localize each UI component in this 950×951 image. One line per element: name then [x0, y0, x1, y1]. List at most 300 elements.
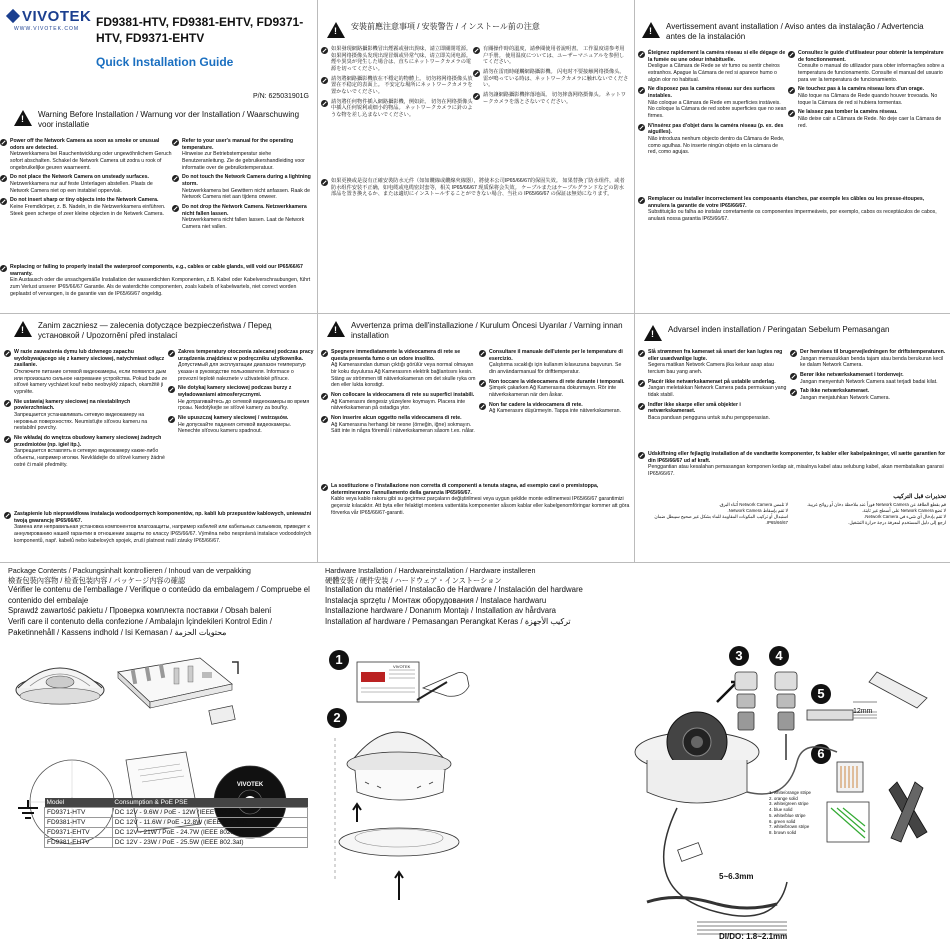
warning-bold-text: Ne touchez pas à la caméra réseau lors d'un orage.: [798, 86, 925, 93]
prohibit-icon: [4, 512, 11, 519]
warning-bold-text: Tab ikke netværkskameraet.: [800, 388, 870, 395]
warning-icon: [644, 325, 662, 341]
warning-text: [10, 174, 172, 194]
warning-item: [168, 385, 314, 412]
arabic-line: لا تقم بإدخال أي شيء في Network Camera.: [864, 513, 946, 519]
warranty-note: [638, 451, 946, 481]
prohibit-icon: [4, 400, 11, 407]
warranty-note: [4, 511, 314, 547]
power-icon: [14, 798, 42, 824]
warning-bold-text: Consultare il manuale dell'utente per le temperature di esercizio.: [489, 349, 623, 362]
warning-icon: [327, 22, 345, 38]
warning-item: [638, 50, 788, 83]
warning-bold-text: Power off the Network Camera as soon as smoke or unusual odors are detected.: [10, 138, 160, 151]
cable-diameter-label: 5~6.3mm: [719, 872, 754, 881]
warning-translation-text: 請勿在雷雨時碰觸網路攝影機。 闪电时不要接触网络摄像头。 雷が鳴っている時は、ネットワークカメラに触れないでください。: [483, 68, 629, 89]
warning-item: [479, 379, 629, 399]
arabic-warnings: [638, 493, 946, 526]
fr-warning-panel: [634, 0, 950, 313]
warning-translation-text: Jangan menjatuhkan Network Camera.: [800, 394, 890, 401]
warning-text: [331, 349, 477, 389]
prohibit-icon: [172, 175, 179, 182]
model-title: FD9381-HTV, FD9381-EHTV, FD9371-HTV, FD9371-EHTV: [96, 15, 304, 46]
warning-translation-text: Desligue a Câmara de Rede se vir fumo ou sentir cheiros estranhos. Apague la Cámara de red si aparece humo o algún olor no habitual.: [648, 63, 780, 83]
warning-text: [14, 399, 168, 432]
warning-bold-text: Spegnere immediatamente la videocamera di rete se questa presenta fumo o un odore insolito.: [331, 349, 461, 362]
table-header-consumption: Consumption & PoE PSE: [112, 798, 307, 808]
step-badge: 6: [811, 744, 831, 764]
warning-item: [321, 349, 477, 389]
warning-item: [4, 435, 168, 468]
waterproof-connector-illustration: [209, 706, 235, 725]
warning-icon: [642, 22, 660, 38]
prohibit-icon: [168, 386, 175, 393]
warning-item: [479, 402, 629, 415]
warning-translation-text: Hinweise zur Betriebstemperatur siehe Benutzeranleitung. Zie de gebruikershandleiding voor informatie over de gebruikstemperatuur.: [182, 151, 305, 171]
warning-item: [638, 379, 788, 399]
warning-text: [331, 46, 473, 73]
warning-item: [321, 392, 477, 412]
warning-item: [638, 196, 946, 223]
warning-item: [638, 402, 788, 422]
warning-text: [489, 349, 629, 376]
warning-bold-text: Nie dotykaj kamery sieciowej podczas burzy z wyładowaniami atmosferycznymi.: [178, 385, 292, 398]
arabic-line: لا تلمس Network Camera أثناء البرق.: [718, 502, 788, 507]
warning-text: [331, 99, 473, 119]
part-number: P/N: 625031901G: [252, 93, 309, 100]
warning-item: [0, 264, 312, 297]
prohibit-icon: [473, 47, 480, 54]
package-panel: [0, 562, 317, 951]
warning-bold-text: Ne disposez pas la caméra réseau sur des surfaces instables.: [648, 86, 775, 99]
cd-label: VIVOTEK: [236, 782, 264, 788]
warning-translation-text: Не допускайте падения сетевой видеокамеры. Nenechte síťovou kameru spadnout.: [178, 421, 292, 435]
warning-translation-text: Não coloque a Câmara de Rede em superfícies instáveis. No coloque la Cámara de red sobre superficies que no sean firmes.: [648, 99, 787, 119]
warning-item: [168, 349, 314, 382]
warning-item: [0, 138, 172, 171]
warning-text: [331, 178, 629, 198]
strip-length-label: 12mm: [853, 708, 873, 715]
table-row: FD9371-HTV DC 12V - 9.6W / PoE - 12W (IEEE 802.3af): [45, 808, 308, 818]
warning-text: [10, 138, 172, 171]
section-title-line: Package Contents / Packungsinhalt kontrollieren / Inhoud van de verpakking: [8, 566, 251, 575]
warning-translation-text: Ağ Kamerasını dengesiz yüzeylere koymayın. Placera inte nätverkskameran på ostadiga ytor.: [331, 398, 466, 412]
warning-translation-text: Şimşek çakarken Ağ Kamerasına dokunmayın. Rör inte nätverkskameran när den åskar.: [489, 385, 617, 398]
section-title-line: 硬體安裝 / 硬件安装 / ハードウェア・インストーション: [325, 575, 502, 585]
warning-bold-text: Non collocare la videocamera di rete su superfici instabili.: [331, 391, 475, 398]
warning-item: [4, 399, 168, 432]
table-row: FD9371-EHTV DC 12V - 21W / PoE - 24.7W (IEEE 802.3at): [45, 828, 308, 838]
prohibit-icon: [321, 47, 328, 54]
warning-translation-text: Ağ Kamerasından duman çıktığı görülür veya normal olmayan bir koku duyulursa Ağ Kamerasının elektrik bağlantısını kesin. Stäng av strömmen till nätverkskameran om det skulle ryka om den eller lukta konstigt.: [331, 362, 476, 389]
prohibit-icon: [479, 350, 486, 357]
warning-item: [4, 349, 168, 396]
warning-item: [788, 50, 946, 83]
warning-text: [10, 264, 312, 297]
warning-translation-text: 請勿將任何物件插入網路攝影機，例如針。 切勿在网络摄像头中插入任何锐利或细小的物品。 ネットワークカメラに針のような物を差し込まないでください。: [331, 98, 473, 118]
section-title-line: Installation du matériel / Instalacão de Hardware / Instalación del hardware: [325, 585, 583, 595]
warning-bold-text: Slå strømmen fra kameraet så snart der kan lugtes røg eller usædvanlige lugte.: [648, 349, 783, 362]
warning-item: [321, 483, 631, 516]
prohibit-icon: [788, 87, 795, 94]
prohibit-icon: [473, 70, 480, 77]
warning-list-right: [168, 349, 314, 438]
section-title-line: Installation af hardware / Pemasangan Perangkat Keras / تركيب الأجهزة: [325, 616, 571, 626]
warning-text: [798, 86, 946, 106]
warning-translation-text: Ein Austausch oder die unsachgemäße Installation der wasserdichten Komponenten, z.B. Kabel oder Kabelverschraubungen, führt zum Verlust unserer IP65/66/67 Garantie. Als de waterdichte componenten, zoals kabels of kabelwartels, niet correct worden geplaatst of vervangen, is de garantie van de IP65/66/67 ongeldig.: [10, 277, 311, 297]
prohibit-icon: [790, 373, 797, 380]
warning-title: Zanim zaczniesz — zalecenia dotyczące bezpieczeństwa / Перед установкой / Upozornění před instalací: [38, 321, 272, 340]
it-warning-panel: [317, 313, 634, 562]
warning-list-left: [638, 349, 788, 425]
warning-list-right: [473, 46, 629, 108]
step-badge: 1: [329, 650, 349, 670]
warning-text: [178, 385, 314, 412]
warranty-note: [321, 483, 631, 519]
prohibit-icon: [321, 393, 328, 400]
wire-color-item: 7. white/brown stripe: [769, 824, 810, 830]
section-title-line: Instalacja sprzętu / Монтаж оборудования / Instalace hardwaru: [325, 595, 547, 605]
warning-item: [790, 372, 946, 385]
warning-bold-text: Remplacer ou installer incorrectement les composants étanches, par exemple les câbles ou les presse-étoupes, annulera la garantie de votre IP65/66/67.: [648, 196, 925, 209]
prohibit-icon: [321, 77, 328, 84]
warning-title: Avvertenza prima dell'installazione / Kurulum Öncesi Uyarılar / Varning innan installation: [351, 321, 623, 340]
hardware-panel: [317, 562, 950, 951]
screws-kit-illustration: [118, 658, 238, 708]
step-badge: 4: [769, 646, 789, 666]
warning-translation-text: Замена или неправильная установка компонентов влагозащиты, например кабелей или кабельных сальников, приведет к аннулированию нашей гарантии в отношении защиты по классу IP65/66/67. Výměna nebo nesprávná instalace vodoodolných komponentů, např. kabelů nebo kabelových spojek, zruší platnost naší záruky IP65/66/67.: [14, 524, 312, 544]
warning-item: [638, 451, 946, 478]
prohibit-icon: [638, 380, 645, 387]
warning-item: [638, 349, 788, 376]
warning-item: [638, 123, 788, 156]
warning-item: [0, 197, 172, 217]
warning-translation-text: Запрещается устанавливать сетевую видеокамеру на неровных поверхностях. Neumisťujte síťovou kameru na nestabilní povrchy.: [14, 411, 148, 432]
warning-heading: [642, 22, 942, 42]
warning-text: [800, 372, 938, 385]
package-title: [8, 566, 314, 638]
power-consumption-table: [44, 798, 308, 848]
prohibit-icon: [172, 205, 179, 212]
warning-title: Avertissement avant installation / Aviso antes da instalação / Advertencia antes de la instalación: [666, 22, 924, 41]
warning-heading: [327, 321, 627, 341]
dome-camera-illustration: [16, 668, 104, 704]
table-row: FD9381-HTV DC 12V - 11.6W / PoE -12.8W (IEEE 802.3af): [45, 818, 308, 828]
warning-item: [473, 46, 629, 66]
prohibit-icon: [638, 452, 645, 459]
warning-list-right: [790, 349, 946, 405]
warning-text: [648, 379, 788, 399]
warning-text: [14, 435, 168, 468]
warning-item: [788, 109, 946, 129]
header-panel: [0, 0, 317, 313]
prohibit-icon: [473, 93, 480, 100]
warning-text: [489, 379, 629, 399]
warning-text: [182, 204, 314, 231]
prohibit-icon: [321, 350, 328, 357]
step-badge: 5: [811, 684, 831, 704]
warning-list-left: [638, 50, 788, 159]
guide-title: Quick Installation Guide: [96, 55, 234, 69]
warning-item: [790, 388, 946, 401]
prohibit-icon: [788, 51, 795, 58]
installation-illustration: [317, 642, 950, 951]
arabic-line: قم بقطع الطاقة عن Network Camera فوراً عند ملاحظة دخان أو روائح غريبة.: [806, 502, 946, 507]
prohibit-icon: [638, 403, 645, 410]
warning-text: [182, 138, 314, 171]
warning-translation-text: 如果發現網路攝影機冒出煙霧或發出異味，請立即關閉電源。 如果网络摄像头发现出现冒烟或异常气味，请立即关闭电源。 煙や異臭が発生した場合は、直ちにネットワークカメラの電源を切ってください。: [331, 46, 472, 72]
warning-item: [4, 511, 314, 544]
warning-translation-text: Não introduza nenhum objecto dentro da Câmara de Rede, como agulhas. No inserte ningún objeto en la cámara de red, como agujas.: [648, 135, 785, 156]
warning-item: [473, 92, 629, 105]
warning-bold-text: Non toccare la videocamera di rete durante i temporali.: [489, 378, 625, 385]
warning-text: [648, 402, 788, 422]
warning-text: [331, 483, 631, 516]
cjk-warning-panel: [317, 0, 634, 313]
warning-translation-text: Запрещается вставлять в сетевую видеокамеру какие-либо объекты, например иголки. Nevkládejte do síťové kamery žádné ostré či malé předměty.: [14, 448, 165, 468]
warning-title: Advarsel inden installation / Peringatan Sebelum Pemasangan: [668, 325, 890, 334]
arabic-line: استبدال أو تركيب المكونات المقاومة للماء بشكل غير صحيح سيبطل ضمان IP65/66/67.: [654, 513, 788, 525]
warning-bold-text: Ne laissez pas tomber la caméra réseau.: [798, 109, 898, 116]
prohibit-icon: [168, 350, 175, 357]
dome-assembly-illustration: [335, 732, 459, 900]
warning-translation-text: Kablo veya kablo rakoru gibi su geçirmez parçaların değiştirilmesi veya uygun şekilde monte edilmemesi IP65/66/67 garantimizi geçersiz kılacaktır. Att byta eller felaktigt montera vattentäta komponenter såsom kablar eller kabelgenomföringar kommer att göra förverka vår IP65/66/67-garanti.: [331, 496, 630, 516]
warning-translation-text: Netzwerkkamera nicht fallen lassen. Laat de Network Camera niet vallen.: [182, 217, 305, 230]
warning-translation-text: Jangan memasukkan benda tajam atau benda berukuran kecil ke dalam Network Camera.: [800, 355, 944, 369]
warning-translation-text: Consulte o manual do utilizador para obter informações sobre a temperatura de funcionamento. Consulte el manual del usuario para ver la temperatura de funcionamiento.: [798, 63, 945, 83]
warning-icon: [14, 321, 32, 337]
warning-item: [321, 76, 473, 96]
warning-translation-text: Çalıştırma sıcaklığı için kullanım kılavuzuna başvurun. Se din användarmanual för drifttemperatur.: [489, 362, 622, 375]
warranty-note: [321, 178, 629, 201]
arabic-line: ارجع إلى دليل المستخدم لمعرفة درجة حرارة التشغيل.: [848, 519, 946, 525]
warning-translation-text: Substituição ou falha ao instalar corretamente os componentes impermeáveis, por exemplo, cabos os receptáculos de cabos, anulará nossa garantia IP65/66/67.: [648, 209, 937, 222]
warning-text: [798, 109, 946, 129]
warning-text: [800, 388, 890, 401]
warranty-note: [0, 264, 312, 300]
hardware-title: [325, 566, 685, 628]
warning-bold-text: Refer to your user's manual for the operating temperature.: [182, 138, 294, 151]
warning-item: [788, 86, 946, 106]
warning-bold-text: Indfør ikke skarpe eller små objekter i netværkskameraet.: [648, 401, 741, 415]
arabic-lines: [638, 502, 946, 526]
warning-item: [172, 204, 314, 231]
warning-text: [178, 349, 314, 382]
warning-translation-text: Segera matikan Network Camera jika keluar asap atau tercium bau yang aneh.: [648, 362, 774, 375]
prohibit-icon: [321, 484, 328, 491]
warning-translation-text: 請勿讓網路攝影機摔落地面。 切勿摔落网络摄像头。 ネットワークカメラを落とさないでください。: [483, 91, 626, 105]
table-row: FD9381-EHTV DC 12V - 23W / PoE - 25.5W (IEEE 802.3at): [45, 838, 308, 848]
warning-text: [798, 50, 946, 83]
prohibit-icon: [638, 197, 645, 204]
warning-bold-text: Do not place the Network Camera on unsteady surfaces.: [10, 174, 149, 181]
warning-bold-text: Do not touch the Network Camera during a lightning storm.: [182, 174, 311, 187]
warning-text: [331, 392, 477, 412]
warning-translation-text: Ağ Kamerasını düşürmeyin. Tappa inte nätverkskameran.: [489, 408, 621, 415]
arabic-line: لا تضع Network Camera على أسطح غير ثابتة.: [862, 507, 946, 513]
warranty-note: [638, 196, 946, 226]
warning-bold-text: Non inserire alcun oggetto nella videocamera di rete.: [331, 414, 462, 421]
warning-translation-text: Não deixe cair a Câmara de Rede. No deje caer la Cámara de red.: [798, 115, 942, 129]
warning-text: [648, 50, 788, 83]
prohibit-icon: [0, 175, 7, 182]
prohibit-icon: [321, 100, 328, 107]
prohibit-icon: [168, 416, 175, 423]
section-title-line: Hardware Installation / Hardwareinstallation / Hardware installeren: [325, 566, 536, 575]
prohibit-icon: [0, 139, 7, 146]
section-title-line: Sprawdź zawartość pakietu / Проверка комплекта поставки / Obsah balení: [8, 606, 272, 616]
warning-icon: [14, 110, 32, 126]
warning-item: [0, 174, 172, 194]
warning-item: [172, 138, 314, 171]
warning-list-left: [321, 46, 473, 122]
warning-translation-text: Допустимый для эксплуатации диапазон температур указан в руководстве пользователя. Informace o provozní teplotě naleznete v uživatelské příruce.: [178, 362, 306, 382]
warning-bold-text: La sostituzione o l'installazione non corretta di componenti a tenuta stagna, ad esempio cavi o premistoppa, determineranno l'annullamento della garanzia IP65/66/67.: [331, 483, 599, 496]
warning-text: [648, 123, 788, 156]
warning-translation-text: 如果更換或是沒有正確安裝防水元件（如如纜線或纜線夾線器），將使本公司IP65/66/67的保固失效。 如果替换了防水组件，或者防水组件安装不正确，如电缆或电缆密封套等，相关 IP65/66/67 现质保将会失效。 ケーブルまたはケーブルグランドなどの防水部品を置き換えるか、または適切にインストールすることができない場合、当社の IP65/66/67 の保証は無効になります。: [331, 178, 625, 198]
section-title-line: Verifi care il contenuto della confezione / Ambalajın İçindekileri Kontrol Edin / Paketinnehåll / Kassens indhold / Isi Kemasan / محتويات الحزمة: [8, 616, 272, 637]
warning-item: [790, 349, 946, 369]
table-header-model: Model: [45, 798, 113, 808]
warning-heading: [14, 110, 304, 130]
prohibit-icon: [0, 198, 7, 205]
warning-text: [483, 46, 629, 66]
warning-text: [331, 415, 477, 435]
warning-item: [321, 178, 629, 198]
warning-heading: [14, 321, 310, 341]
warning-translation-text: Не дотрагивайтесь до сетевой видеокамеры во время грозы. Nedotýkejte se síťové kamery za bouřky.: [178, 398, 310, 412]
warning-bold-text: Do not drop the Network Camera. Netzwerkkamera nicht fallen lassen.: [182, 203, 307, 217]
warning-bold-text: Udskiftning eller fejlagtig installation af de vandtætte komponenter, fx kabler eller kabelpakninger, vil sætte garantien for din IP65/66/67 ud af kraft.: [648, 451, 946, 464]
warning-bold-text: Placér ikke netværkskameraet på ustabile underlag.: [648, 378, 776, 385]
warning-translation-text: Отключите питание сетевой видеокамеры, если появился дым или произошло сильное нагревание устройства. Pokud bude ze síťové kamery vycházet kouř nebo neobvyklý zápach, okamžitě ji vypněte.: [14, 368, 168, 395]
dido-wire-label: DI/DO: 1.8~2.1mm: [719, 932, 788, 941]
warning-translation-text: Netzwerkkamera bei Gewittern nicht anfassen. Raak de Network Camera niet aan tijdens onweer.: [182, 187, 311, 201]
prohibit-icon: [172, 139, 179, 146]
warning-translation-text: Ağ Kamerasına herhangi bir nesne (örneğin, iğne) sokmayın. Sätt inte in några föremål i nätverkskameran såsom t.ex. nålar.: [331, 421, 475, 435]
warning-bold-text: Der henvises til brugervejledningen for driftstemperaturen.: [800, 349, 946, 355]
warning-text: [10, 197, 172, 217]
warning-bold-text: Nie upuszczaj kamery sieciowej / wstrząsów.: [178, 414, 289, 421]
prohibit-icon: [0, 265, 7, 272]
sticker-brand: VIVOTEK: [393, 664, 411, 669]
warning-bold-text: Zakres temperatury otoczenia zalecanej podczas pracy urządzenia znajdziesz w podręczniku użytkownika.: [178, 349, 314, 362]
warning-text: [182, 174, 314, 201]
warning-text: [483, 69, 629, 89]
logo-url: WWW.VIVOTEK.COM: [14, 26, 79, 32]
warning-text: [178, 415, 314, 435]
warning-title: 安裝前應注意事項 / 安装警告 / インストール前の注意: [351, 22, 540, 31]
prohibit-icon: [479, 380, 486, 387]
warning-icon: [327, 321, 345, 337]
warning-translation-text: Não toque na Câmara de Rede quando houver trovoada. No toque la Cámara de red si hubiera tormentas.: [798, 92, 938, 106]
prohibit-icon: [638, 350, 645, 357]
arabic-title: تحذيرات قبل التركيب: [893, 494, 946, 500]
warning-list-right: [479, 349, 629, 418]
prohibit-icon: [4, 436, 11, 443]
warning-item: [473, 69, 629, 89]
warning-list-left: [321, 349, 477, 438]
warning-text: [648, 451, 946, 478]
warning-list-left: [0, 138, 172, 220]
warning-translation-text: Netzwerkkamera bei Rauchentwicklung oder ungewöhnlichem Geruch sofort abschalten. Schakel de Network Camera uit zodra u rook of ongebruikelijke geuren waarneemt.: [10, 151, 172, 171]
warning-bold-text: Non far cadere la videocamera di rete.: [489, 401, 583, 408]
warning-text: [800, 349, 946, 369]
warning-list-right: [172, 138, 314, 234]
warning-item: [321, 99, 473, 119]
prohibit-icon: [788, 110, 795, 117]
pl-warning-panel: [0, 313, 317, 562]
warning-bold-text: N'insérez pas d'objet dans la caméra réseau (p. ex. des aiguilles).: [648, 122, 784, 136]
cable-bundle-illustration: [647, 897, 787, 934]
warning-text: [648, 86, 788, 119]
wire-color-item: 6. green solid: [769, 818, 796, 824]
wire-color-item: 1. white/orange stripe: [769, 790, 811, 795]
warning-text: [483, 92, 629, 105]
warning-item: [638, 86, 788, 119]
warning-bold-text: W razie zauważenia dymu lub dziwnego zapachu wydobywającego się z kamery sieciowej, natychmiast odłącz zasilanie.: [14, 349, 165, 369]
warning-list-left: [4, 349, 168, 471]
warning-heading: [327, 22, 623, 38]
prohibit-icon: [638, 124, 645, 131]
warning-text: [14, 349, 168, 396]
warning-list-right: [788, 50, 946, 132]
warning-translation-text: Jangan menyentuh Network Camera saat terjadi badai kilat.: [800, 378, 938, 385]
warning-heading: [644, 325, 940, 341]
wire-color-item: 2. orange solid: [769, 795, 798, 801]
warning-translation-text: Baca panduan pengguna untuk suhu pengoperasian.: [648, 414, 771, 421]
prohibit-icon: [321, 179, 328, 186]
warning-translation-text: 請勿將網路攝影機放在不穩定的物體上。 切勿将网络摄像头放置在不稳定的表面上。 不安定な場所にネットワークカメラを置かないでください。: [331, 75, 473, 95]
section-title-line: Vérifier le contenu de l'emballage / Verifique o conteúdo da embalagem / Compruebe el contenido del embalaje: [8, 585, 310, 605]
warning-translation-text: Jangan meletakkan Network Camera pada permukaan yang tidak stabil.: [648, 385, 787, 398]
warning-text: [648, 349, 788, 376]
warning-item: [168, 415, 314, 435]
da-warning-panel: [634, 313, 950, 562]
warning-bold-text: Replacing or failing to properly install the waterproof components, e.g., cables or cable glands, will void our IP65/66/67 warranty.: [10, 264, 303, 277]
wire-color-item: 8. brown solid: [769, 830, 797, 836]
warning-bold-text: Zastąpienie lub nieprawidłowa instalacja wodoodpornych komponentów, np. kabli lub przepustów kablowych, unieważni twoją gwarancję IP65/66/67.: [14, 511, 312, 524]
warning-item: [479, 349, 629, 376]
warning-item: [321, 415, 477, 435]
prohibit-icon: [790, 350, 797, 357]
step-badge: 3: [729, 646, 749, 666]
prohibit-icon: [321, 416, 328, 423]
wire-color-item: 3. white/green stripe: [769, 801, 809, 807]
warning-bold-text: Consultez le guide d'utilisateur pour obtenir la température de fonctionnement.: [798, 50, 944, 63]
wire-color-item: 4. blue solid: [769, 807, 793, 813]
warning-bold-text: Éteignez rapidement la caméra réseau si elle dégage de la fumée ou une odeur inhabituelle.: [648, 50, 786, 63]
warning-translation-text: 有關操作時的溫度，請參閱使用者說明書。 工作温度请参考用户手册。 使用温度については、ユーザーマニュアルを参照してください。: [483, 46, 625, 66]
prohibit-icon: [479, 403, 486, 410]
warning-bold-text: Nie wkładaj do wnętrza obudowy kamery sieciowej żadnych przedmiotów (np. igieł itp.).: [14, 434, 162, 448]
step-badge: 2: [327, 708, 347, 728]
label-sticker-illustration: [357, 662, 469, 702]
warning-title: Warning Before Installation / Warnung vor der Installation / Waarschuwing voor installatie: [38, 110, 300, 129]
vivotek-logo: VIVOTEK: [8, 8, 91, 25]
prohibit-icon: [638, 51, 645, 58]
prohibit-icon: [790, 389, 797, 396]
section-title-line: Installazione hardware / Donanım Montajı / Installation av hårdvara: [325, 606, 556, 616]
rj45-crimp-illustration: [827, 762, 927, 842]
warning-bold-text: Do not insert sharp or tiny objects into the Network Camera.: [10, 197, 159, 204]
warning-text: [331, 76, 473, 96]
section-title-line: 檢查包裝內容物 / 检查包装内容 / パッケージ内容の確認: [8, 575, 186, 585]
warning-translation-text: Penggantian atau kesalahan pemasangan komponen kedap air, misalnya kabel atau selubung kabel, akan membatalkan garansi IP65/66/67.: [648, 464, 944, 477]
warning-text: [648, 196, 946, 223]
warning-translation-text: Keine Fremdkörper, z. B. Nadeln, in die Netzwerkkamera einführen. Steek geen scherpe of zeer kleine objecten in de Netwerk Camera.: [10, 203, 166, 217]
warning-bold-text: Nie ustawiaj kamery sieciowej na niestabilnych powierzchniach.: [14, 398, 131, 412]
